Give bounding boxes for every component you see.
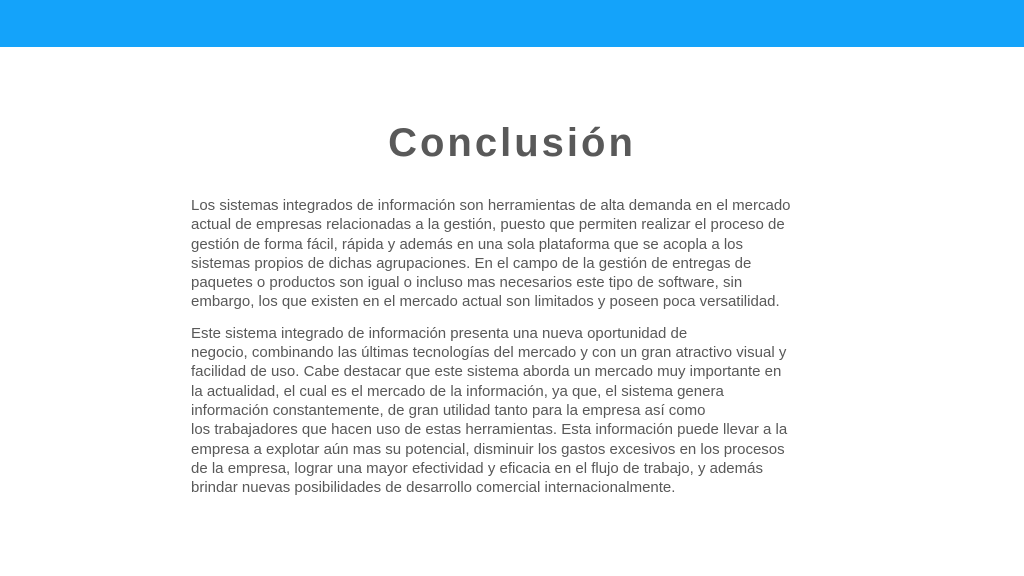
paragraph-line: sistemas propios de dichas agrupaciones. En el campo de la gestión de entregas de xyxy=(191,254,752,272)
top-accent-bar xyxy=(0,0,1024,47)
paragraph-line: de la empresa, lograr una mayor efectividad y eficacia en el flujo de trabajo, y además xyxy=(191,459,763,477)
paragraph-line: Los sistemas integrados de información son herramientas de alta demanda en el mercado xyxy=(191,197,791,214)
paragraph-line: los trabajadores que hacen uso de estas herramientas. Esta información puede llevar a la xyxy=(191,421,788,439)
slide-body xyxy=(191,196,841,497)
paragraph-line: embargo, los que existen en el mercado actual son limitados y poseen poca versatilidad. xyxy=(191,293,780,311)
paragraph-line: empresa a explotar aún mas su potencial, disminuir los gastos excesivos en los procesos xyxy=(191,440,785,458)
paragraph-line: información constantemente, de gran utilidad tanto para la empresa así como xyxy=(191,401,706,419)
paragraph-line: paquetes o productos son igual o incluso mas necesarios este tipo de software, sin xyxy=(191,274,743,292)
paragraph-line: brindar nuevas posibilidades de desarrollo comercial internacionalmente. xyxy=(191,479,676,497)
paragraph-line: negocio, combinando las últimas tecnologías del mercado y con un gran atractivo visual y xyxy=(191,344,787,362)
paragraph-1 xyxy=(191,196,841,312)
paragraph-line: gestión de forma fácil, rápida y además en una sola plataforma que se acopla a los xyxy=(191,235,743,253)
paragraph-line: Este sistema integrado de información presenta una nueva oportunidad de xyxy=(191,324,688,342)
paragraph-line: actual de empresas relacionadas a la gestión, puesto que permiten realizar el proceso de xyxy=(191,216,785,234)
paragraph-line: la actualidad, el cual es el mercado de la información, ya que, el sistema genera xyxy=(191,382,724,400)
paragraph-line: facilidad de uso. Cabe destacar que este sistema aborda un mercado muy importante en xyxy=(191,363,782,381)
paragraph-2 xyxy=(191,324,841,498)
slide-title: Conclusión xyxy=(388,121,636,165)
